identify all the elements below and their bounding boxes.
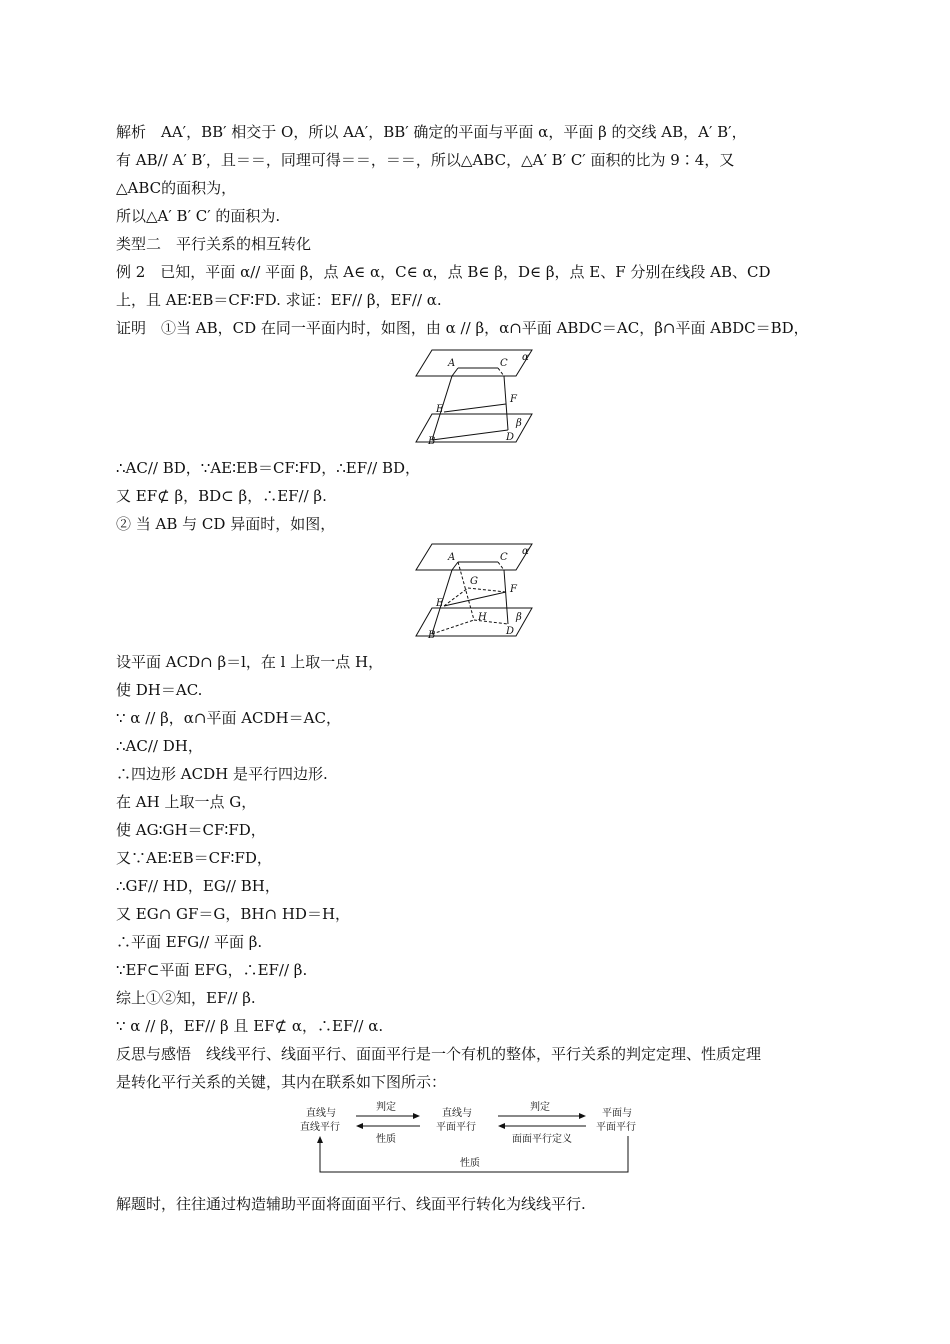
text-line-11: ② 当 AB 与 CD 异面时，如图， — [116, 515, 336, 533]
conclusion-line: 解题时，往往通过构造辅助平面将面面平行、线面平行转化为线线平行. — [116, 1195, 586, 1213]
node1-line1: 直线与 — [306, 1108, 336, 1119]
text-line-22: ∴平面 EFG// 平面 β. — [116, 933, 263, 951]
fig2-label-beta: β — [516, 612, 522, 623]
node3-line1: 平面与 — [602, 1108, 632, 1119]
fig2-label-E: E — [436, 598, 444, 609]
text-line-17: 在 AH 上取一点 G， — [116, 793, 257, 811]
text-line-3: △ABC的面积为， — [116, 179, 237, 197]
example-statement: 例 2 已知，平面 α// 平面 β，点 A∈ α，C∈ α，点 B∈ β，D∈ β，点 E、F 分别在线段 AB、CD — [116, 263, 771, 281]
text-line-14: ∵ α // β，α∩平面 ACDH＝AC， — [116, 709, 341, 727]
text-line-2: 有 AB// A′ B′，且＝＝，同理可得＝＝，＝＝，所以△ABC，△A′ B′ C′ 面积的比为 9∶4，又 — [116, 151, 735, 169]
arrow2-bottom-label: 面面平行定义 — [512, 1134, 572, 1145]
figure-skew — [408, 540, 538, 644]
reflection-line-2: 是转化平行关系的关键，其内在联系如下图所示： — [116, 1073, 447, 1091]
text-line-15: ∴AC// DH， — [116, 737, 203, 755]
text-line-4: 所以△A′ B′ C′ 的面积为. — [116, 207, 281, 225]
text-line-10: 又 EF⊄ β，BD⊂ β，∴EF// β. — [116, 487, 327, 505]
fig1-label-alpha: α — [522, 352, 529, 363]
fig2-label-C: C — [500, 552, 508, 563]
fig1-label-A: A — [448, 358, 456, 369]
text-line-20: ∴GF// HD，EG// BH， — [116, 877, 280, 895]
relationship-diagram — [292, 1098, 662, 1182]
proof-start: 证明 ①当 AB，CD 在同一平面内时，如图，由 α // β，α∩平面 ABDC＝AC，β∩平面 ABDC＝BD， — [116, 319, 809, 337]
text-line-13: 使 DH＝AC. — [116, 681, 203, 699]
fig2-label-H: H — [478, 612, 487, 623]
text-line-21: 又 EG∩ GF＝G，BH∩ HD＝H， — [116, 905, 351, 923]
fig2-label-F: F — [510, 584, 517, 595]
text-line-18: 使 AG∶GH＝CF∶FD， — [116, 821, 266, 839]
text-line-1: 解析 AA′，BB′ 相交于 O，所以 AA′，BB′ 确定的平面与平面 α，平面 β 的交线 AB，A′ B′， — [116, 123, 747, 141]
arrow1-top-label: 判定 — [376, 1102, 396, 1113]
fig2-label-G: G — [470, 576, 478, 587]
fig2-label-A: A — [448, 552, 456, 563]
fig1-label-C: C — [500, 358, 508, 369]
fig1-label-D: D — [506, 432, 515, 443]
text-line-9: ∴AC// BD，∵AE∶EB＝CF∶FD，∴EF// BD， — [116, 459, 421, 477]
fig1-label-F: F — [510, 394, 517, 405]
fig2-label-alpha: α — [522, 546, 529, 557]
arrow1-bottom-label: 性质 — [376, 1134, 396, 1145]
node3-line2: 平面平行 — [596, 1122, 636, 1133]
text-line-23: ∵EF⊂平面 EFG，∴EF// β. — [116, 961, 308, 979]
text-line-7: 上，且 AE∶EB＝CF∶FD. 求证：EF// β，EF// α. — [116, 291, 442, 309]
text-line-19: 又∵AE∶EB＝CF∶FD， — [116, 849, 272, 867]
reflection-line-1: 反思与感悟 线线平行、线面平行、面面平行是一个有机的整体，平行关系的判定定理、性质定理 — [116, 1045, 762, 1063]
fig2-label-D: D — [506, 626, 515, 637]
text-line-16: ∴四边形 ACDH 是平行四边形. — [116, 765, 328, 783]
node2-line2: 平面平行 — [436, 1122, 476, 1133]
text-line-12: 设平面 ACD∩ β＝l，在 l 上取一点 H， — [116, 653, 384, 671]
node1-line2: 直线平行 — [300, 1122, 340, 1133]
node2-line1: 直线与 — [442, 1108, 472, 1119]
fig1-label-B: B — [428, 436, 436, 447]
fig1-label-beta: β — [516, 418, 522, 429]
section-heading: 类型二 平行关系的相互转化 — [116, 235, 312, 253]
text-line-25: ∵ α // β，EF// β 且 EF⊄ α，∴EF// α. — [116, 1017, 384, 1035]
fig1-label-E: E — [436, 404, 444, 415]
arrow2-top-label: 判定 — [530, 1102, 550, 1113]
figure-coplanar — [408, 346, 538, 450]
text-line-24: 综上①②知，EF// β. — [116, 989, 256, 1007]
loop-label: 性质 — [460, 1158, 480, 1169]
fig2-label-B: B — [428, 630, 436, 641]
